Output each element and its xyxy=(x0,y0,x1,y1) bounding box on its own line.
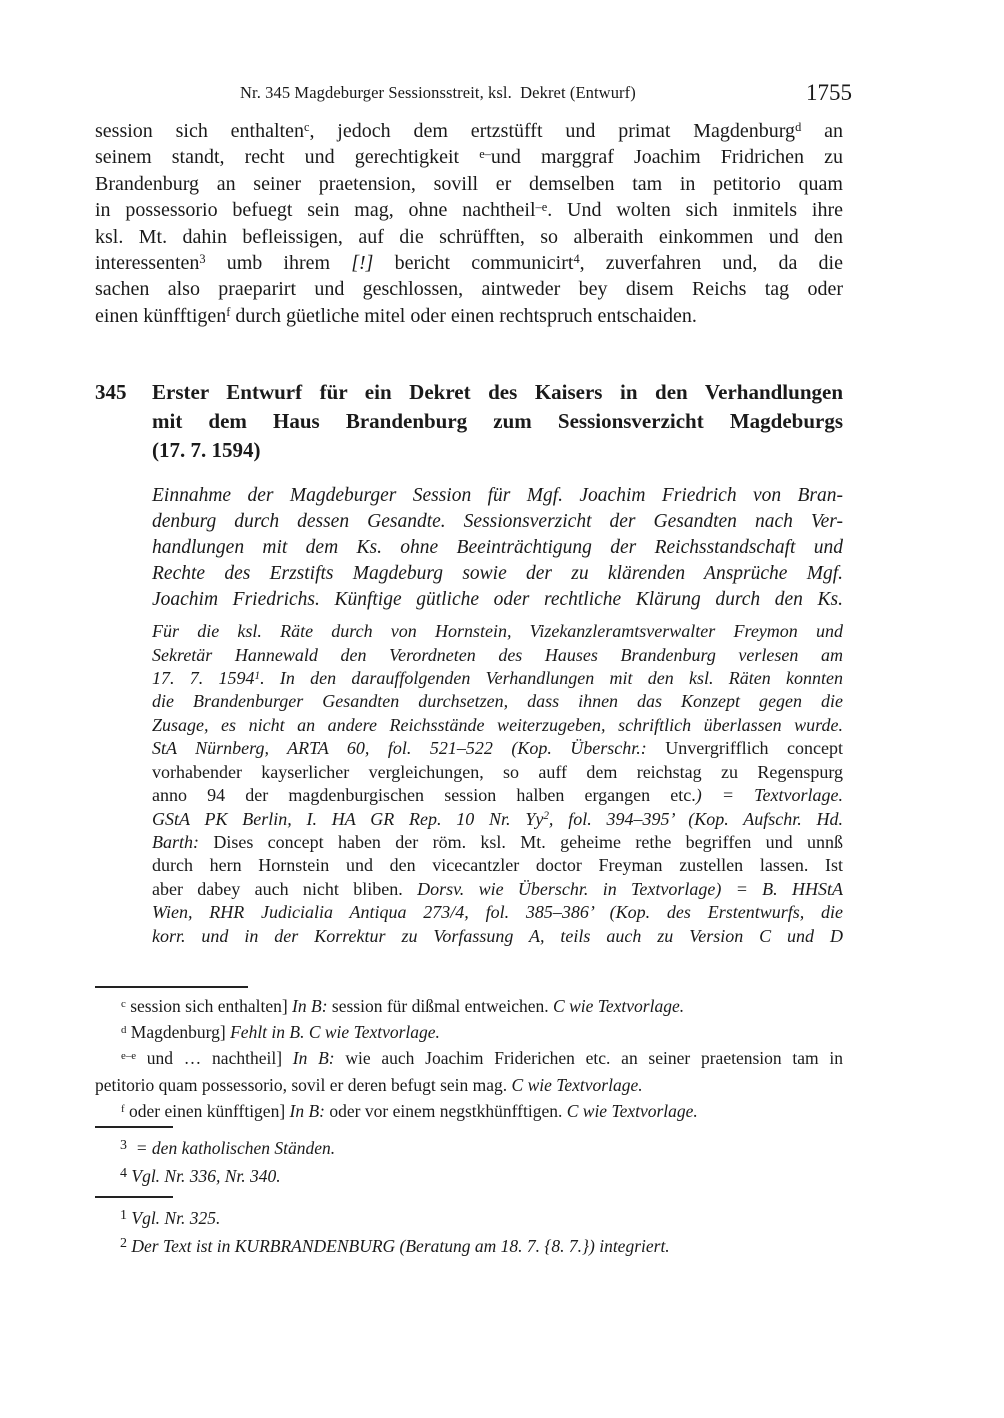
footnote-f: $^f$ oder einen künfftigen] In B: oder vor einem negstkhünfftigen. C wie Textvorlage. xyxy=(121,1100,698,1121)
document-number: 345 xyxy=(95,380,127,405)
footnote-4: $^4$ Vgl. Nr. 336, Nr. 340. xyxy=(120,1165,281,1186)
footnote-2: $^2$ Der Text ist in KURBRANDENBURG (Beratung am 18. 7. {8. 7.}) integriert. xyxy=(120,1235,670,1256)
footnote-1: $^1$ Vgl. Nr. 325. xyxy=(120,1207,221,1228)
body-paragraph: session sich enthalten$^c$, jedoch dem ertzstüfft und primat Magdenburg$^d$ an seinem standt, recht und gerechtigkeit $^{e-}$und marggraf Joachim Fridrichen zu Brandenburg an seiner praetension, sovill er demselben tam in petitorio quam in possessorio befuegt sein mag, ohne nachtheil$^{-e}$. Und wolten sich inmitels ihre ksl. Mt. dahin befleissigen, auf die schrüfften, so alberaith einkommen und den interessenten$^3$ umb ihrem [!] bericht communicirt$^4$, zuverfahren und, da die sachen also praeparirt und geschlossen, aintweder bey disem Reichs tag oder einen künfftigen$^f$ durch güetliche mitel oder einen rechtspruch entschaiden. xyxy=(95,120,843,327)
numeric-footnotes-12 xyxy=(95,1204,843,1260)
letter-footnotes xyxy=(95,993,843,1124)
document-provenance: Für die ksl. Räte durch von Hornstein, Vizekanzleramtsverwalter Freymon und Sekretär Hannewald den Verordneten des Hauses Brandenburg verlesen am 17. 7. 1594$^1$. In den darauffolgenden Verhandlungen mit den ksl. Räten konnten die Brandenburger Gesandten durchsetzen, dass ihnen das Konzept gegen die Zusage, es nicht an andere Reichsstände weiterzugeben, schriftlich überlassen wurde. StA Nürnberg, ARTA 60, fol. 521–522 (Kop. Überschr.: Unvergrifflich concept vorhabender kayserlicher vergleichungen, so auff dem reichstag zu Regenspurg anno 94 der magdenburgischen session halben ergangen etc.) = Textvorlage. GStA PK Berlin, I. HA GR Rep. 10 Nr. Yy$^2$, fol. 394–395’ (Kop. Aufschr. Hd. Barth: Dises concept haben der röm. ksl. Mt. geheime rethe begriffen und unnß durch hern Hornstein und den vicecantzler doctor Freyman zustellen lassen. Ist aber dabey auch nicht bliben. Dorsv. wie Überschr. in Textvorlage) = B. HHStA Wien, RHR Judicialia Antiqua 273/4, fol. 385–386’ (Kop. des Erstentwurfs, die korr. und in der Korrektur zu Vorfassung A, teils auch zu Version C und D xyxy=(152,621,844,946)
footnote-rule-34 xyxy=(95,1126,173,1128)
running-head-title: Nr. 345 Magdeburger Sessionsstreit, ksl. Dekret (Entwurf) xyxy=(240,83,636,102)
document-heading xyxy=(95,378,843,465)
footnote-rule-12 xyxy=(95,1196,173,1198)
document-summary: Einnahme der Magdeburger Session für Mgf. Joachim Friedrich von Bran- denburg durch dessen Gesandte. Sessionsverzicht der Gesandten nach Ver- handlungen mit dem Ks. ohne Beeinträchtigung der Reichsstandschaft und Rechte des Erzstifts Magdeburg sowie der zu klärenden Ansprüche Mgf. Joachim Friedrichs. Künftige gütliche oder rechtliche Klärung durch den Ks. xyxy=(152,485,843,611)
footnote-e: $^{e-e}$ und … nachtheil] In B: wie auch Joachim Friderichen etc. an seiner praetension tam in petitorio quam possessorio, sovil er deren befugt sein mag. C wie Textvorlage. xyxy=(95,1048,843,1095)
footnote-3: $^3$ = den katholischen Ständen. xyxy=(120,1137,336,1158)
document-title: Erster Entwurf für ein Dekret des Kaisers in den Verhandlungen mit dem Haus Brandenburg zum Sessionsverzicht Magdeburgs (17. 7. 1594) xyxy=(152,380,843,463)
numeric-footnotes-34 xyxy=(95,1134,843,1190)
page-number: 1755 xyxy=(806,80,852,105)
footnote-rule-letters xyxy=(95,986,248,988)
footnote-c: $^c$ session sich enthalten] In B: session für dißmal entweichen. C wie Textvorlage. xyxy=(121,995,685,1016)
footnote-d: $^d$ Magdenburg] Fehlt in B. C wie Textvorlage. xyxy=(121,1022,440,1043)
running-head xyxy=(95,78,852,105)
